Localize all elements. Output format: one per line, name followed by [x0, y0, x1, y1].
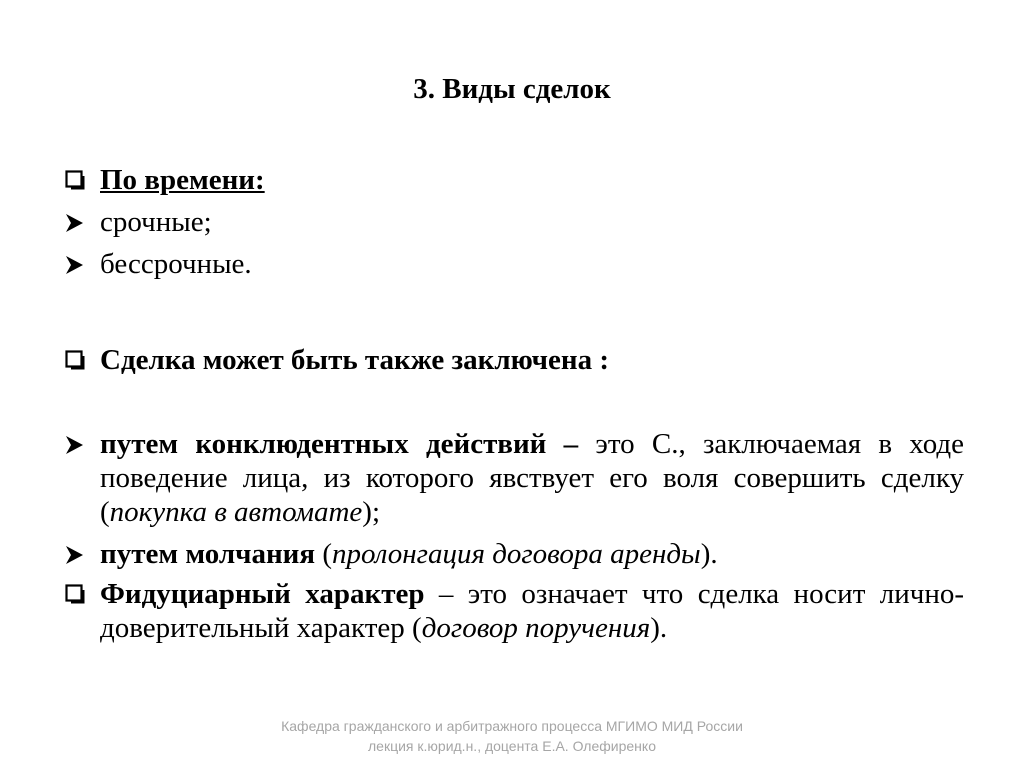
- dash: –: [546, 428, 596, 460]
- closing-text: ).: [650, 612, 668, 644]
- arrow-right-icon: [64, 247, 90, 281]
- arrow-right-icon: [64, 205, 90, 239]
- closing-text: );: [362, 496, 381, 528]
- term-fiduciary: Фидуциарный характер: [100, 578, 425, 610]
- example-text: договор поручения: [421, 612, 651, 644]
- list-item-text: [100, 537, 964, 571]
- checkbox-square-icon: [64, 343, 90, 377]
- example-text: покупка в автомате: [109, 496, 363, 528]
- section-fiduciary: [64, 577, 964, 645]
- slide-title: 3. Виды сделок: [413, 73, 611, 105]
- example-text: пролонгация договора аренды: [331, 538, 701, 570]
- arrow-right-icon: [64, 537, 90, 571]
- list-item-indefinite: [64, 247, 964, 281]
- arrow-right-icon: [64, 427, 90, 461]
- definition-text: – это означает что сделка носит лично-доверительный характер (: [100, 578, 965, 644]
- section-time-title: По времени:: [100, 164, 265, 196]
- list-item-silence: [64, 537, 964, 571]
- list-item-conclusive-actions: [64, 427, 964, 529]
- list-item-text: срочные;: [100, 206, 212, 238]
- section-fiduciary-text: [100, 577, 964, 645]
- list-item-text: [100, 427, 964, 529]
- list-item-text: бессрочные.: [100, 248, 252, 280]
- section-conclusion-heading: [64, 343, 964, 377]
- closing-text: ).: [700, 538, 718, 570]
- section-time-heading: [64, 163, 964, 197]
- definition-text: это С., заключаемая в ходе поведение лица, из которого явствует его воля совершить сделку (: [100, 428, 964, 528]
- footer-department: Кафедра гражданского и арбитражного процесса МГИМО МИД России: [281, 718, 743, 734]
- term-conclusive-actions: путем конклюдентных действий: [100, 428, 547, 460]
- opening-text: (: [315, 538, 332, 570]
- checkbox-square-icon: [64, 163, 90, 197]
- footer-lecturer: лекция к.юрид.н., доцента Е.А. Олефиренко: [368, 738, 656, 754]
- checkbox-square-icon: [64, 577, 90, 611]
- term-silence: путем молчания: [100, 538, 316, 570]
- section-conclusion-title: Сделка может быть также заключена :: [100, 344, 610, 376]
- list-item-urgent: [64, 205, 964, 239]
